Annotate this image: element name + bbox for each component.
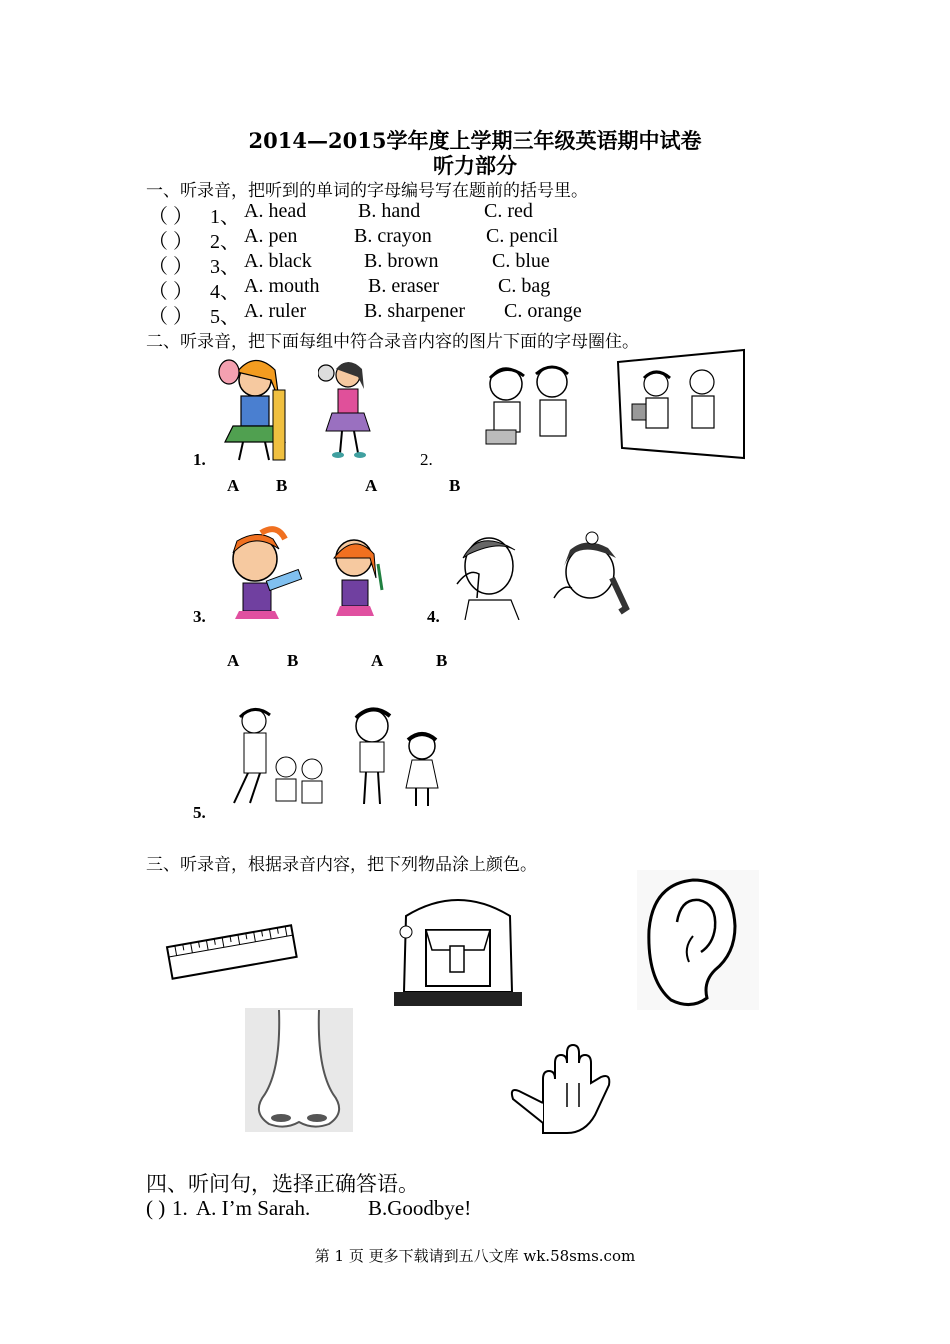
option-b: B. eraser (368, 275, 440, 297)
teacher-and-children-image[interactable] (214, 703, 329, 818)
option-b-label[interactable]: B (276, 476, 288, 495)
group-number: 3. (193, 607, 206, 626)
girl-with-pencil-image[interactable] (326, 528, 388, 618)
group-number: 4. (427, 607, 440, 626)
girl-touching-cheek-image[interactable] (546, 528, 636, 620)
exam-title: 2014—2015学年度上学期三年级英语期中试卷 (248, 128, 702, 153)
option-a: A. pen (244, 225, 298, 247)
ear-image[interactable] (637, 870, 759, 1010)
answer-bracket[interactable]: ( ) (146, 1196, 166, 1220)
answer-bracket[interactable]: （ ） (148, 231, 193, 253)
option-a: A. I’m Sarah. (196, 1196, 311, 1220)
option-b-label[interactable]: B (287, 651, 299, 670)
boy-touching-eye-image[interactable] (449, 528, 529, 620)
ruler-image[interactable] (165, 920, 300, 986)
option-a-label[interactable]: A (227, 651, 240, 670)
group-number: 1. (193, 450, 206, 469)
question-number: 2、 (210, 231, 240, 253)
answer-bracket[interactable]: （ ） (148, 281, 193, 303)
question-number: 5、 (210, 306, 240, 328)
option-a: A. mouth (244, 275, 320, 297)
answer-bracket[interactable]: （ ） (148, 206, 193, 228)
question-number: 4、 (210, 281, 240, 303)
group-number: 5. (193, 803, 206, 822)
option-a: A. black (244, 250, 312, 272)
option-a-label[interactable]: A (365, 476, 378, 495)
option-b: B. brown (364, 250, 439, 272)
option-c: C. red (484, 200, 533, 222)
section4-heading: 四、听问句，选择正确答语。 (146, 1172, 419, 1196)
boy-and-girl-standing-image[interactable] (338, 700, 450, 815)
option-c: C. orange (504, 300, 582, 322)
option-a-label[interactable]: A (371, 651, 384, 670)
children-with-crayons-image[interactable] (474, 360, 589, 448)
section3-heading: 三、听录音，根据录音内容，把下列物品涂上颜色。 (146, 855, 537, 875)
option-b-label[interactable]: B (436, 651, 448, 670)
exam-subtitle: 听力部分 (433, 153, 517, 178)
girl-with-mirror-sitting-image[interactable] (215, 350, 295, 465)
option-c: C. blue (492, 250, 550, 272)
option-a: A. head (244, 200, 307, 222)
option-a: A. ruler (244, 300, 307, 322)
option-a-label[interactable]: A (227, 476, 240, 495)
schoolbag-image[interactable] (392, 888, 524, 1010)
option-b: B. hand (358, 200, 421, 222)
option-b: B. crayon (354, 225, 432, 247)
option-b: B. sharpener (364, 300, 466, 322)
girl-with-ruler-image[interactable] (217, 525, 305, 620)
question-row (146, 1196, 546, 1222)
answer-bracket[interactable]: （ ） (148, 256, 193, 278)
option-c: C. pencil (486, 225, 559, 247)
children-in-frame-image[interactable] (616, 348, 746, 460)
question-number: 1、 (210, 206, 240, 228)
girl-with-mirror-standing-image[interactable] (318, 355, 378, 465)
section2-heading: 二、听录音，把下面每组中符合录音内容的图片下面的字母圈住。 (146, 332, 639, 352)
answer-bracket[interactable]: （ ） (148, 306, 193, 328)
page-footer: 第 1 页 更多下载请到五八文库 wk.58sms.com (314, 1247, 636, 1265)
option-b-label[interactable]: B (449, 476, 461, 495)
option-c: C. bag (498, 275, 551, 297)
section1-heading: 一、听录音，把听到的单词的字母编号写在题前的括号里。 (146, 181, 588, 201)
group-number: 2. (420, 450, 433, 469)
question-number: 1. (172, 1196, 188, 1220)
question-number: 3、 (210, 256, 240, 278)
option-b: B.Goodbye! (368, 1196, 472, 1220)
nose-image[interactable] (245, 1008, 353, 1132)
hand-image[interactable] (505, 1043, 615, 1135)
